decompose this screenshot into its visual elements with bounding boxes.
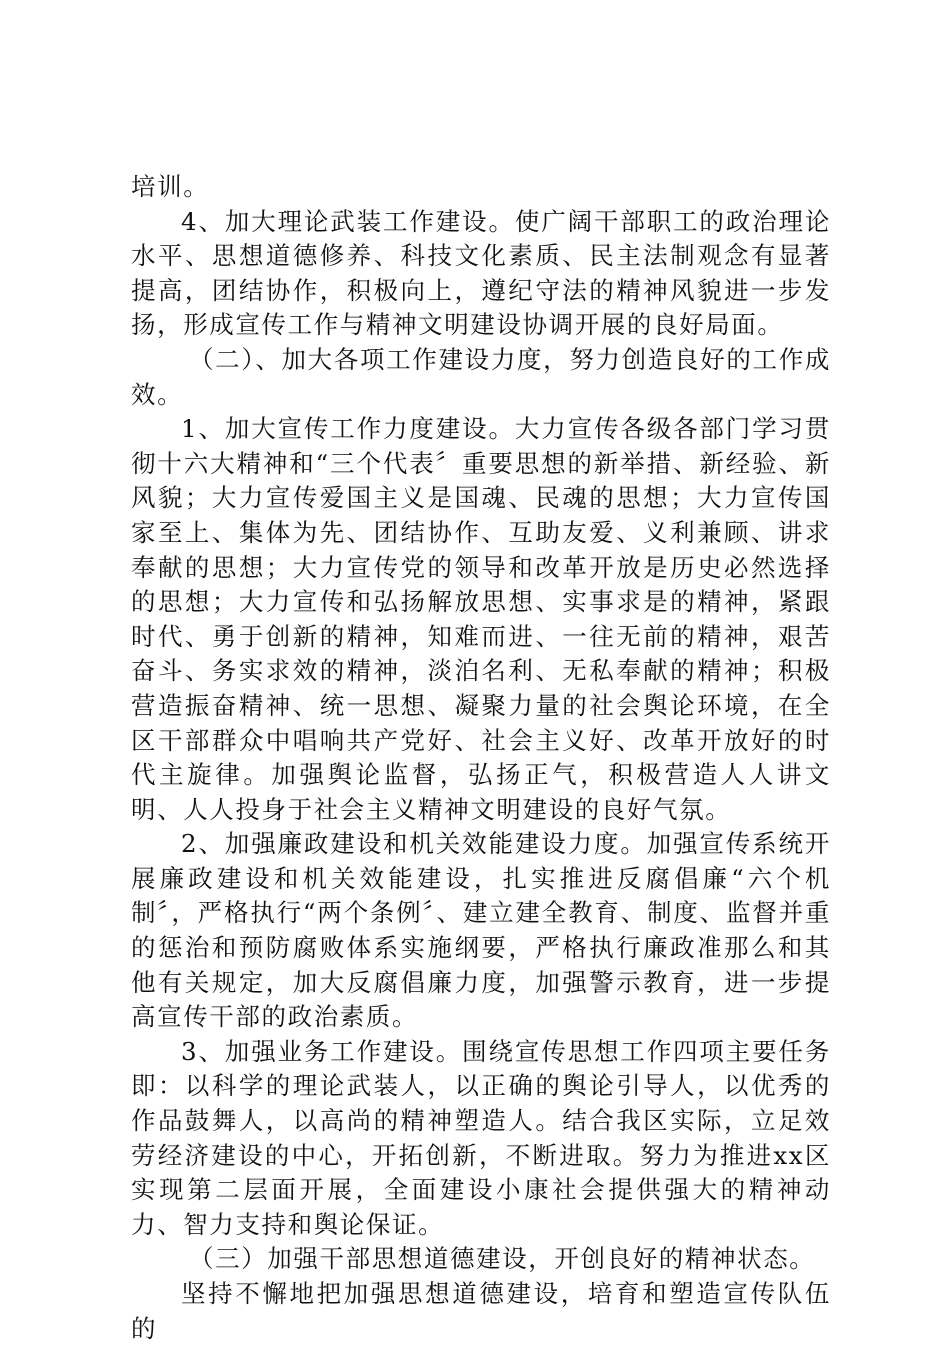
paragraph-propaganda-strength: 1、加大宣传工作力度建设。大力宣传各级各部门学习贯彻十六大精神和“三个代表〞重要思想的新举措、新经验、新风貌；大力宣传爱国主义是国魂、民魂的思想；大力宣传国家至上、集体为先、团结协作、互助友爱、义利兼顾、讲求奉献的思想；大力宣传党的领导和改革开放是历史必然选择的思想；大力宣传和弘扬解放思想、实事求是的精神，紧跟时代、勇于创新的精神，知难而进、一往无前的精神，艰苦奋斗、务实求效的精神，淡泊名利、无私奉献的精神；积极营造振奋精神、统一思想、凝聚力量的社会舆论环境，在全区干部群众中唱响共产党好、社会主义好、改革开放好的时代主旋律。加强舆论监督，弘扬正气，积极营造人人讲文明、人人投身于社会主义精神文明建设的良好气氛。 (131, 414, 831, 824)
document-body (131, 170, 831, 1346)
section-heading-three: （三）加强干部思想道德建设，开创良好的精神状态。 (189, 1244, 816, 1274)
section-heading-two: （二）、加大各项工作建设力度，努力创造良好的工作成效。 (131, 344, 831, 409)
paragraph-theory-arming: 4、加大理论武装工作建设。使广阔干部职工的政治理论水平、思想道德修养、科技文化素质、民主法制观念有显著提高，团结协作，积极向上，遵纪守法的精神风貌进一步发扬，形成宣传工作与精神文明建设协调开展的良好局面。 (131, 206, 831, 340)
paragraph-moral-construction: 坚持不懈地把加强思想道德建设，培育和塑造宣传队伍的 (131, 1279, 831, 1343)
paragraph-integrity-efficiency: 2、加强廉政建设和机关效能建设力度。加强宣传系统开展廉政建设和机关效能建设，扎实推进反腐倡廉“六个机制〞，严格执行“两个条例〞、建立建全教育、制度、监督并重的惩治和预防腐败体系实施纲要，严格执行廉政准那么和其他有关规定，加大反腐倡廉力度，加强警示教育，进一步提高宣传干部的政治素质。 (131, 829, 831, 1032)
paragraph-training-end: 培训。 (131, 172, 210, 201)
paragraph-business-work: 3、加强业务工作建设。围绕宣传思想工作四项主要任务即：以科学的理论武装人，以正确的舆论引导人，以优秀的作品鼓舞人，以高尚的精神塑造人。结合我区实际，立足效劳经济建设的中心，开拓创新，不断进取。努力为推进xx区实现第二层面开展，全面建设小康社会提供强大的精神动力、智力支持和舆论保证。 (131, 1036, 831, 1239)
